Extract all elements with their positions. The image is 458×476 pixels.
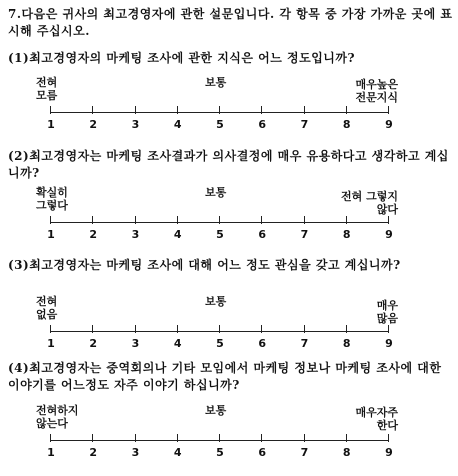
scale-tick [135, 106, 136, 114]
scale-tick [261, 106, 262, 114]
scale-tick [304, 325, 305, 333]
scale-number: 9 [385, 118, 393, 131]
scale-tick [219, 216, 220, 224]
scale-tick [219, 434, 220, 442]
scale-tick [261, 325, 262, 333]
scale-number: 5 [216, 337, 224, 350]
question-1-left-anchor: 전혀 모름 [36, 76, 58, 102]
scale-tick [92, 434, 93, 442]
question-3-left-anchor: 전혀 없음 [36, 295, 58, 321]
question-3-right-anchor: 매우 많음 [376, 299, 398, 325]
scale-tick [304, 434, 305, 442]
question-4-left-anchor: 전혀하지 않는다 [36, 404, 79, 430]
scale-number: 7 [300, 228, 309, 241]
scale-number: 5 [216, 228, 224, 241]
scale-number: 5 [216, 446, 224, 459]
scale-tick [346, 216, 347, 224]
question-2-right-anchor: 전혀 그렇지 않다 [341, 190, 398, 216]
scale-number: 7 [300, 118, 309, 131]
question-4-scale [0, 404, 458, 464]
question-1-right-anchor: 매우높은 전문지식 [355, 78, 398, 104]
scale-tick [177, 216, 178, 224]
question-3-scale [0, 295, 458, 355]
scale-tick [92, 325, 93, 333]
scale-number: 2 [89, 118, 98, 131]
scale-tick [388, 106, 389, 114]
scale-tick [135, 434, 136, 442]
scale-tick [135, 216, 136, 224]
scale-tick [177, 106, 178, 114]
scale-number: 3 [131, 446, 140, 459]
question-4-text: (4)최고경영자는 중역회의나 기타 모임에서 마케팅 정보나 마케팅 조사에 대한 이야기를 어느정도 자주 이야기 하십니까? [8, 361, 442, 392]
scale-tick [219, 325, 220, 333]
scale-tick [50, 325, 51, 333]
question-4-mid-anchor: 보통 [205, 404, 227, 417]
scale-number: 4 [173, 118, 182, 131]
scale-tick [50, 216, 51, 224]
scale-number: 3 [131, 118, 140, 131]
question-3-text: (3)최고경영자는 마케팅 조사에 대해 어느 정도 관심을 갖고 계십니까? [8, 258, 401, 272]
scale-number: 8 [342, 228, 351, 241]
scale-tick [304, 216, 305, 224]
scale-tick [346, 325, 347, 333]
scale-tick [261, 434, 262, 442]
scale-tick [261, 216, 262, 224]
scale-number: 2 [89, 337, 98, 350]
scale-number: 7 [300, 446, 309, 459]
scale-number: 8 [342, 118, 351, 131]
scale-number: 6 [258, 118, 267, 131]
scale-tick [177, 434, 178, 442]
scale-number: 6 [258, 446, 267, 459]
question-2-text: (2)최고경영자는 마케팅 조사결과가 의사결정에 매우 유용하다고 생각하고 계십니까? [8, 149, 449, 180]
question-1-mid-anchor: 보통 [205, 76, 227, 89]
scale-number: 4 [173, 446, 182, 459]
scale-number: 8 [342, 337, 351, 350]
scale-tick [92, 216, 93, 224]
scale-number: 1 [47, 228, 55, 241]
scale-number: 8 [342, 446, 351, 459]
scale-number: 3 [131, 228, 140, 241]
scale-number: 6 [258, 337, 267, 350]
scale-tick [388, 434, 389, 442]
scale-tick [388, 325, 389, 333]
scale-number: 5 [216, 118, 224, 131]
scale-number: 6 [258, 228, 267, 241]
scale-tick [304, 106, 305, 114]
scale-number: 9 [385, 228, 393, 241]
question-1-text: (1)최고경영자의 마케팅 조사에 관한 지식은 어느 정도입니까? [8, 51, 356, 65]
scale-number: 1 [47, 337, 55, 350]
scale-number: 7 [300, 337, 309, 350]
scale-number: 4 [173, 228, 182, 241]
scale-tick [50, 106, 51, 114]
scale-number: 9 [385, 446, 393, 459]
scale-tick [135, 325, 136, 333]
survey-intro: 7.다음은 귀사의 최고경영자에 관한 설문입니다. 각 항목 중 가장 가까운 곳에 표시해 주십시오. [8, 7, 453, 38]
scale-tick [92, 106, 93, 114]
scale-number: 1 [47, 446, 55, 459]
scale-tick [219, 106, 220, 114]
scale-number: 9 [385, 337, 393, 350]
question-3-mid-anchor: 보통 [205, 295, 227, 308]
scale-tick [177, 325, 178, 333]
question-1-scale [0, 76, 458, 136]
scale-number: 2 [89, 228, 98, 241]
scale-number: 2 [89, 446, 98, 459]
question-4-right-anchor: 매우자주 한다 [355, 406, 398, 432]
scale-tick [388, 216, 389, 224]
scale-number: 1 [47, 118, 55, 131]
scale-tick [50, 434, 51, 442]
scale-number: 3 [131, 337, 140, 350]
scale-number: 4 [173, 337, 182, 350]
scale-tick [346, 434, 347, 442]
question-2-scale [0, 186, 458, 246]
question-2-mid-anchor: 보통 [205, 186, 227, 199]
question-2-left-anchor: 확실히 그렇다 [36, 186, 68, 212]
scale-tick [346, 106, 347, 114]
